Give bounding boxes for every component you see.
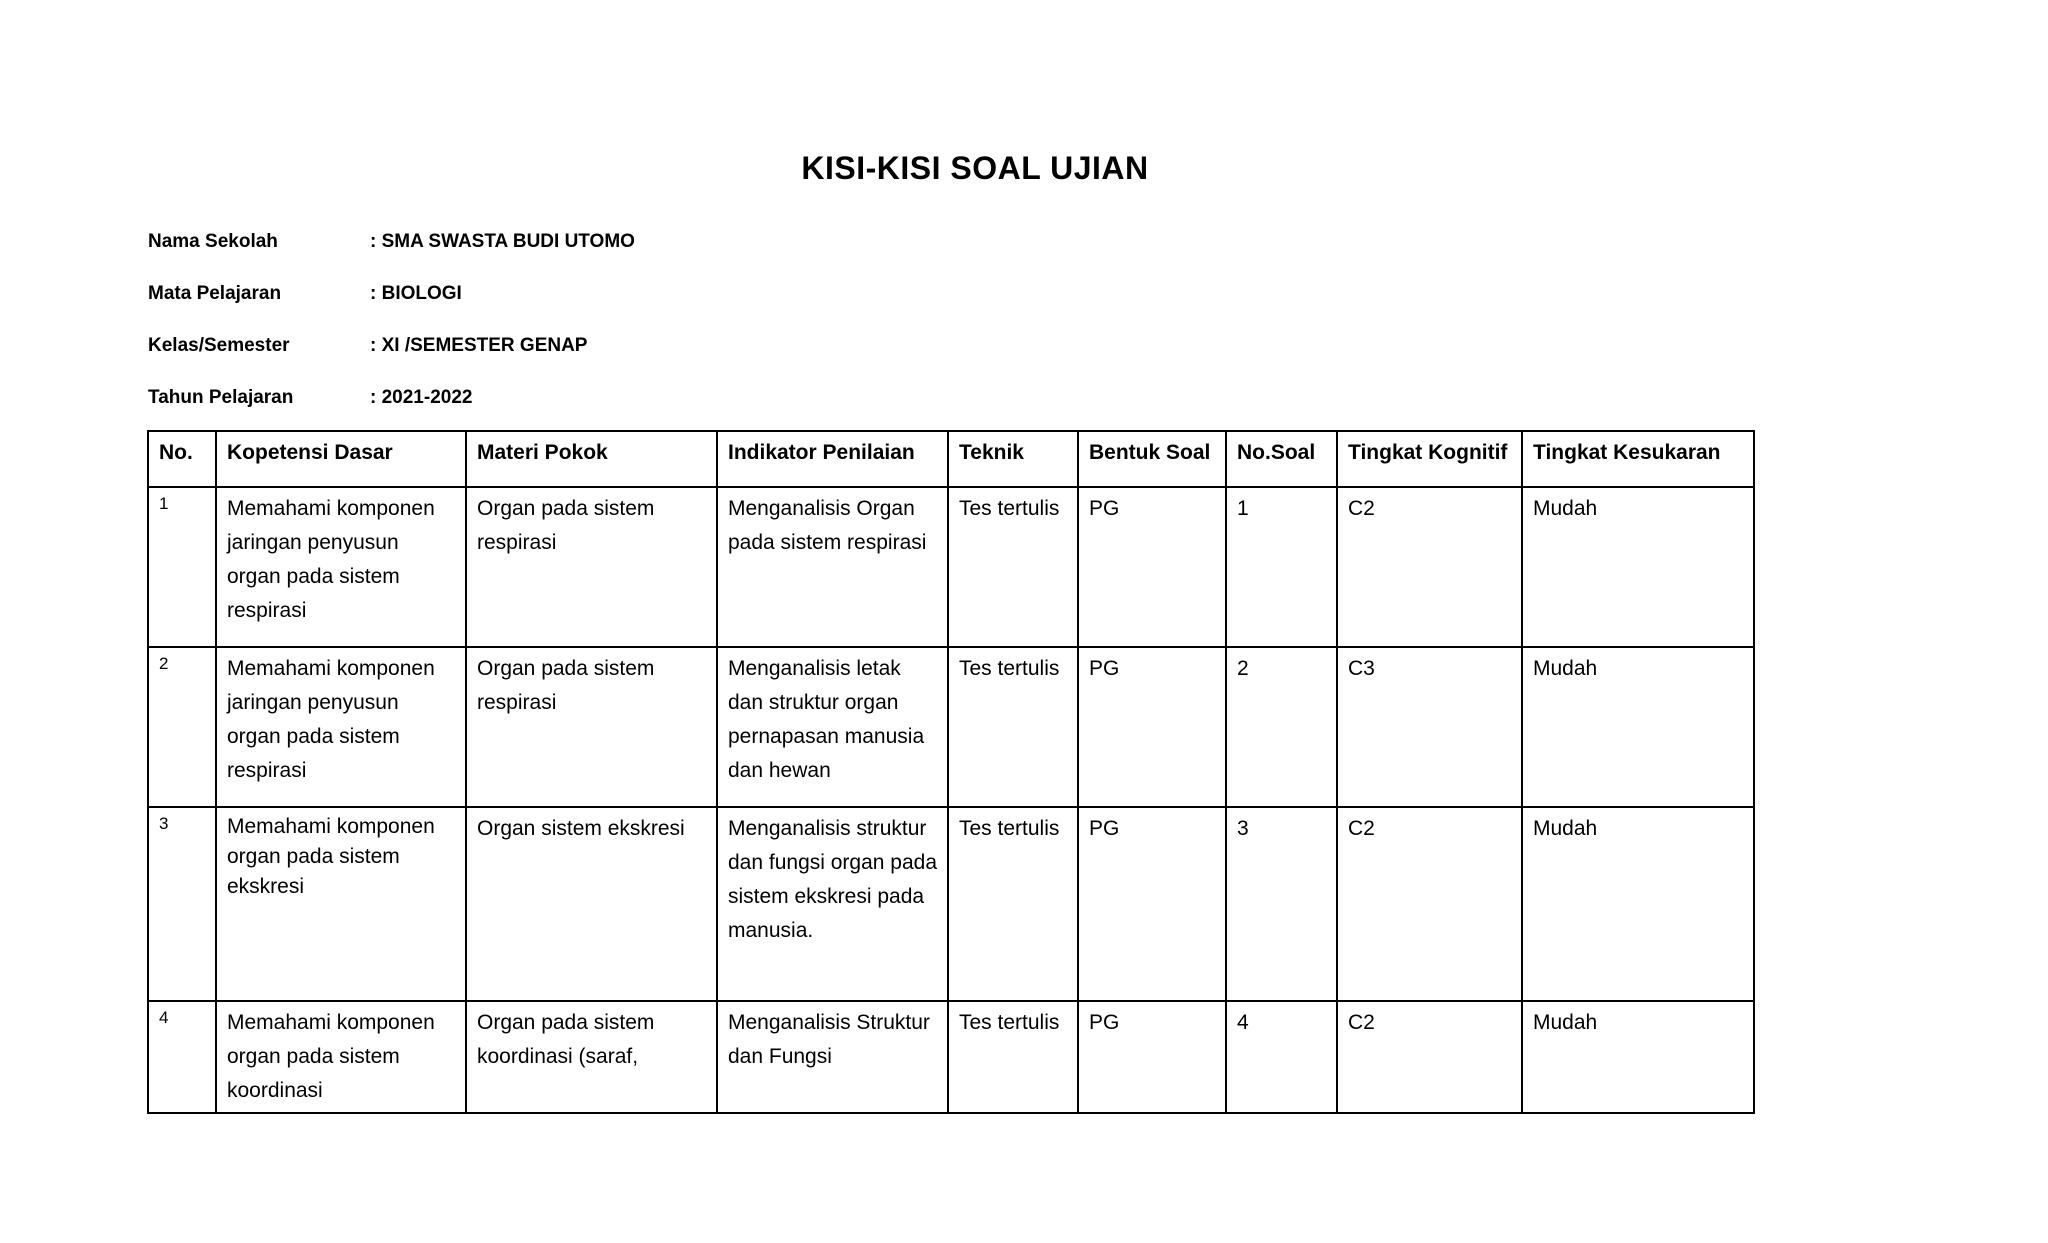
cell-materi: Organ pada sistem respirasi (466, 647, 717, 807)
header-materi-pokok: Materi Pokok (466, 431, 717, 487)
cell-kognitif: C2 (1337, 807, 1522, 1001)
header-tingkat-kognitif: Tingkat Kognitif (1337, 431, 1522, 487)
cell-indikator: Menganalisis Struktur dan Fungsi (717, 1001, 948, 1113)
cell-bentuk: PG (1078, 487, 1226, 647)
cell-nosoal: 1 (1226, 487, 1337, 647)
info-label: Kelas/Semester (148, 335, 290, 356)
info-label: Mata Pelajaran (148, 283, 282, 304)
header-bentuk-soal: Bentuk Soal (1078, 431, 1226, 487)
header-indikator-penilaian: Indikator Penilaian (717, 431, 948, 487)
cell-kognitif: C3 (1337, 647, 1522, 807)
document-title: KISI-KISI SOAL UJIAN (801, 150, 1149, 186)
info-row-year (148, 372, 635, 424)
cell-teknik: Tes tertulis (948, 807, 1078, 1001)
cell-kesukaran: Mudah (1522, 487, 1754, 647)
cell-indikator: Menganalisis Organ pada sistem respirasi (717, 487, 948, 647)
cell-kompetensi: Memahami komponen organ pada sistem koordinasi (216, 1001, 466, 1113)
info-row-subject (148, 268, 635, 320)
cell-teknik: Tes tertulis (948, 487, 1078, 647)
info-label: Nama Sekolah (148, 231, 278, 252)
cell-kompetensi: Memahami komponen jaringan penyusun organ pada sistem respirasi (216, 647, 466, 807)
cell-nosoal: 3 (1226, 807, 1337, 1001)
cell-kesukaran: Mudah (1522, 647, 1754, 807)
info-value: : 2021-2022 (370, 387, 473, 408)
cell-kognitif: C2 (1337, 487, 1522, 647)
cell-kompetensi: Memahami komponen jaringan penyusun organ pada sistem respirasi (216, 487, 466, 647)
header-teknik: Teknik (948, 431, 1078, 487)
info-value: : SMA SWASTA BUDI UTOMO (370, 231, 635, 252)
header-no: No. (148, 431, 216, 487)
table-header-row (148, 431, 1754, 487)
kisi-kisi-table (147, 430, 1755, 1114)
cell-no: 4 (148, 1001, 216, 1113)
header-no-soal: No.Soal (1226, 431, 1337, 487)
cell-bentuk: PG (1078, 647, 1226, 807)
cell-indikator: Menganalisis letak dan struktur organ pernapasan manusia dan hewan (717, 647, 948, 807)
cell-materi: Organ pada sistem koordinasi (saraf, (466, 1001, 717, 1113)
cell-no: 3 (148, 807, 216, 1001)
cell-nosoal: 4 (1226, 1001, 1337, 1113)
cell-kognitif: C2 (1337, 1001, 1522, 1113)
info-label: Tahun Pelajaran (148, 387, 294, 408)
cell-materi: Organ pada sistem respirasi (466, 487, 717, 647)
table-row (148, 1001, 1754, 1113)
cell-kesukaran: Mudah (1522, 807, 1754, 1001)
cell-teknik: Tes tertulis (948, 647, 1078, 807)
document-info (148, 216, 635, 424)
table-row (148, 647, 1754, 807)
table-row (148, 807, 1754, 1001)
info-value: : XI /SEMESTER GENAP (370, 335, 588, 356)
cell-kesukaran: Mudah (1522, 1001, 1754, 1113)
cell-nosoal: 2 (1226, 647, 1337, 807)
cell-no: 1 (148, 487, 216, 647)
cell-materi: Organ sistem ekskresi (466, 807, 717, 1001)
cell-teknik: Tes tertulis (948, 1001, 1078, 1113)
cell-no: 2 (148, 647, 216, 807)
header-kompetensi-dasar: Kopetensi Dasar (216, 431, 466, 487)
info-row-class (148, 320, 635, 372)
cell-bentuk: PG (1078, 807, 1226, 1001)
table-row (148, 487, 1754, 647)
cell-bentuk: PG (1078, 1001, 1226, 1113)
info-value: : BIOLOGI (370, 283, 462, 304)
cell-kompetensi: Memahami komponen organ pada sistem ekskresi (216, 807, 466, 1001)
header-tingkat-kesukaran: Tingkat Kesukaran (1522, 431, 1754, 487)
info-row-school (148, 216, 635, 268)
cell-indikator: Menganalisis struktur dan fungsi organ pada sistem ekskresi pada manusia. (717, 807, 948, 1001)
